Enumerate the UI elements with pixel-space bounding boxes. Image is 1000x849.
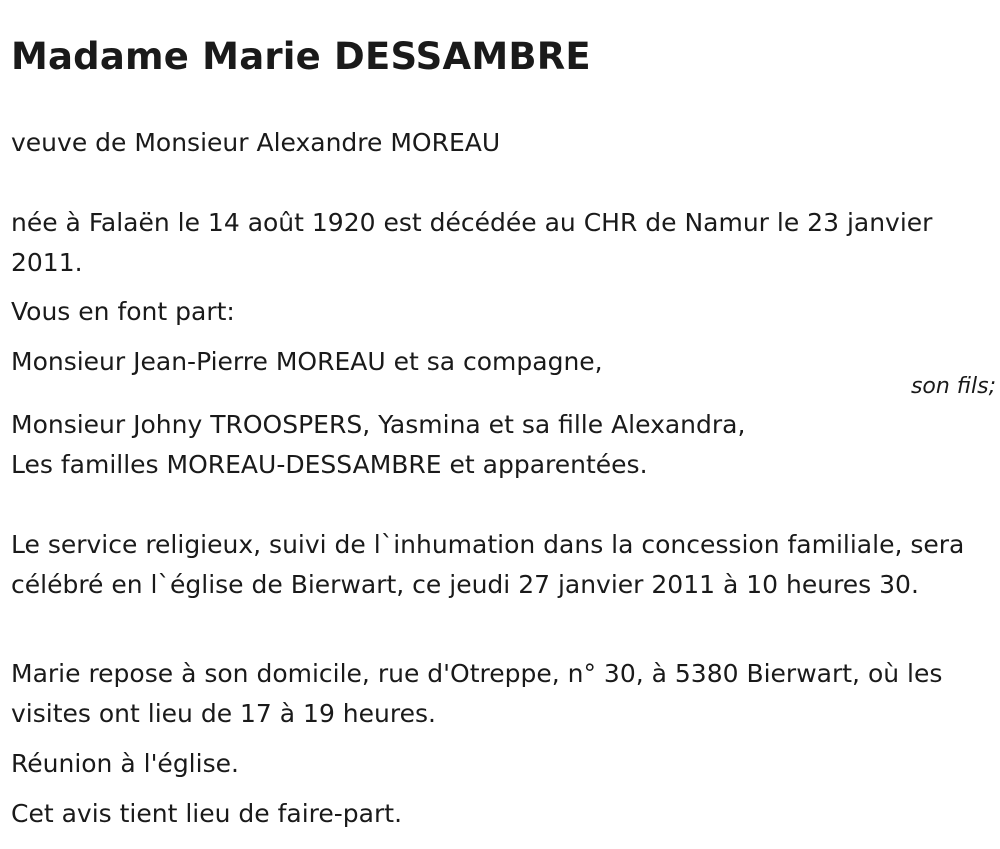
repose-paragraph: Marie repose à son domicile, rue d'Otreppe, n° 30, à 5380 Bierwart, où les visites ont lieu de 17 à 19 heures. bbox=[11, 659, 943, 728]
family-line-3: Les familles MOREAU-DESSAMBRE et apparentées. bbox=[11, 450, 648, 479]
closing-line: Cet avis tient lieu de faire-part. bbox=[11, 799, 403, 828]
family-son-line: Monsieur Jean-Pierre MOREAU et sa compagne, bbox=[11, 347, 603, 376]
announce-intro: Vous en font part: bbox=[11, 297, 235, 326]
reunion-line: Réunion à l'église. bbox=[11, 749, 239, 778]
widow-of-line: veuve de Monsieur Alexandre MOREAU bbox=[11, 128, 501, 157]
son-label: son fils; bbox=[910, 374, 996, 399]
deceased-name-title: Madame Marie DESSAMBRE bbox=[11, 35, 591, 78]
birth-death-paragraph: née à Falaën le 14 août 1920 est décédée au CHR de Namur le 23 janvier 2011. bbox=[11, 208, 933, 277]
family-line-2: Monsieur Johny TROOSPERS, Yasmina et sa fille Alexandra, bbox=[11, 410, 746, 439]
service-paragraph: Le service religieux, suivi de l`inhumation dans la concession familiale, sera célébré en l`église de Bierwart, ce jeudi 27 janvier 2011 à 10 heures 30. bbox=[11, 530, 965, 599]
